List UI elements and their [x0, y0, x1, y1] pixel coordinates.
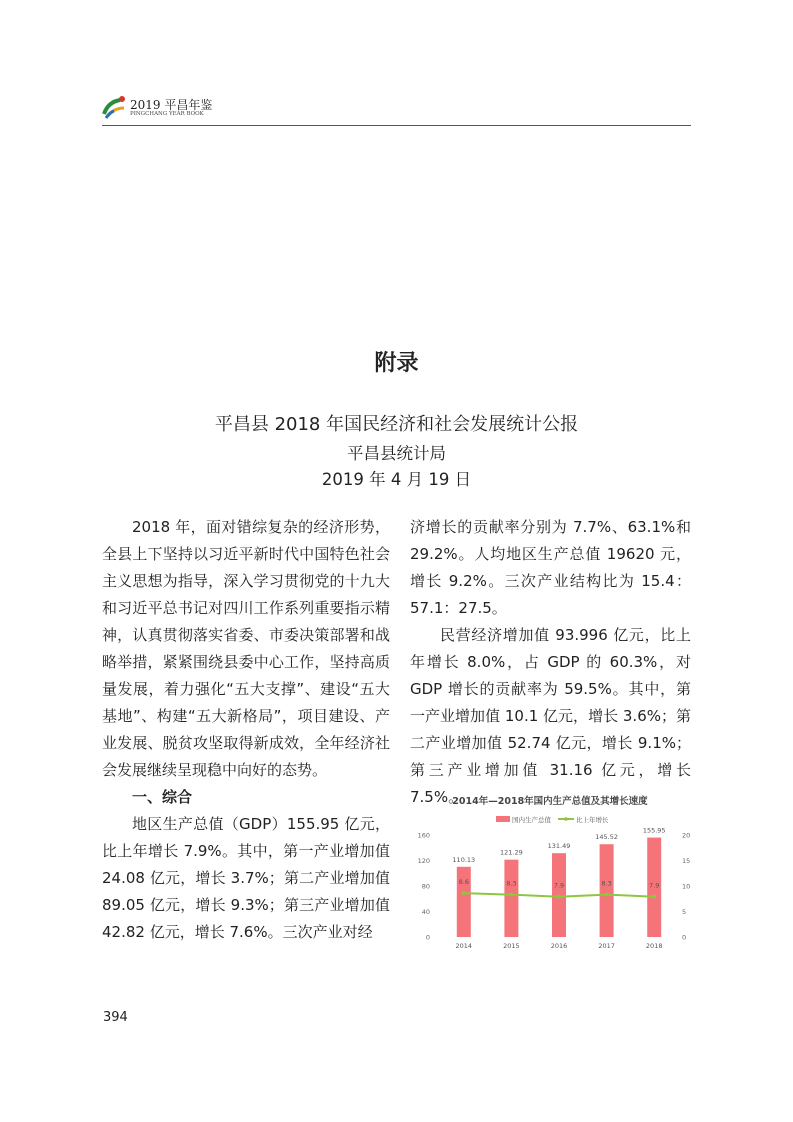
report-title: 平昌县 2018 年国民经济和社会发展统计公报 — [214, 414, 579, 435]
paragraph: 济增长的贡献率分别为 7.7%、63.1%和 29.2%。人均地区生产总值 19620 元，增长 9.2%。三次产业结构比为 15.4：57.1：27.5。 — [410, 518, 691, 617]
line-data-label: 7.9 — [649, 881, 660, 890]
paragraph: 地区生产总值（GDP）155.95 亿元，比上年增长 7.9%。其中，第一产业增加值 24.08 亿元，增长 3.7%；第二产业增加值 89.05 亿元，增长 9.3%；第三产业增加值 42.82 亿元，增长 7.6%。三次产业对经 — [102, 815, 390, 941]
line-data-label: 8.3 — [506, 879, 517, 888]
header-rule — [102, 125, 691, 126]
line-data-label: 7.9 — [553, 881, 565, 890]
report-author: 平昌县统计局 — [347, 444, 446, 463]
left-column — [102, 514, 390, 946]
x-tick-label: 2018 — [645, 942, 663, 950]
y2-tick-label: 5 — [682, 908, 687, 916]
bar-data-label: 131.49 — [547, 842, 571, 851]
bar — [600, 844, 614, 937]
line-point — [557, 895, 561, 899]
x-tick-label: 2015 — [503, 942, 520, 950]
bar-data-label: 145.52 — [595, 833, 618, 842]
page-title: 附录 — [374, 351, 419, 376]
y-tick-label: 160 — [417, 831, 430, 840]
logo-subtext: PINGCHANG YEAR BOOK — [130, 111, 204, 117]
chart-legend — [496, 815, 609, 824]
y-tick-label: 120 — [417, 857, 430, 865]
logo-emblem-icon — [100, 94, 128, 120]
logo-text: 2019 平昌年鉴 — [130, 98, 213, 112]
chart-title: 2014年—2018年国内生产总值及其增长速度 — [452, 796, 648, 807]
line-point — [652, 895, 656, 899]
legend-label: 比上年增长 — [576, 816, 609, 824]
paragraph: 民营经济增加值 93.996 亿元，比上年增长 8.0%，占 GDP 的 60.3%，对 GDP 增长的贡献率为 59.5%。其中，第一产业增加值 10.1 亿元，增长 3.6%；第二产业增加值 52.74 亿元，增长 9.1%；第三产业增加值 31.16 亿元，增长 7.5%。 — [410, 626, 691, 806]
bar-data-label: 155.95 — [642, 826, 666, 835]
y2-tick-label: 15 — [682, 857, 691, 865]
bar-data-label: 110.13 — [452, 855, 476, 864]
line-point — [462, 891, 466, 895]
y-tick-label: 80 — [421, 882, 430, 891]
bar-data-label: 121.29 — [500, 848, 523, 857]
legend-bar-swatch — [496, 816, 510, 822]
page-number: 394 — [103, 1010, 128, 1025]
line-point — [509, 893, 513, 897]
report-date: 2019 年 4 月 19 日 — [321, 470, 472, 489]
y2-tick-label: 0 — [682, 933, 687, 942]
x-tick-label: 2017 — [598, 942, 615, 950]
section-heading: 一、综合 — [132, 788, 193, 806]
bar — [504, 860, 518, 937]
y2-tick-label: 20 — [682, 831, 691, 840]
line-data-label: 8.6 — [458, 878, 469, 887]
line-point — [605, 893, 609, 897]
line-data-label: 8.3 — [601, 879, 612, 888]
gdp-chart — [400, 790, 700, 960]
x-tick-label: 2014 — [455, 942, 473, 950]
y-tick-label: 0 — [425, 933, 430, 942]
y-tick-label: 40 — [421, 908, 430, 916]
right-column — [410, 514, 691, 811]
y2-tick-label: 10 — [682, 882, 691, 891]
paragraph: 2018 年，面对错综复杂的经济形势，全县上下坚持以习近平新时代中国特色社会主义思想为指导，深入学习贯彻党的十九大和习近平总书记对四川工作系列重要指示精神，认真贯彻落实省委、市委决策部署和战略举措，紧紧围绕县委中心工作，坚持高质量发展，着力强化“五大支撑”、建设“五大基地”、构建“五大新格局”，项目建设、产业发展、脱贫攻坚取得新成效，全年经济社会发展继续呈现稳中向好的态势。 — [102, 518, 390, 779]
x-tick-label: 2016 — [550, 942, 568, 950]
legend-label: 国内生产总值 — [512, 816, 551, 824]
